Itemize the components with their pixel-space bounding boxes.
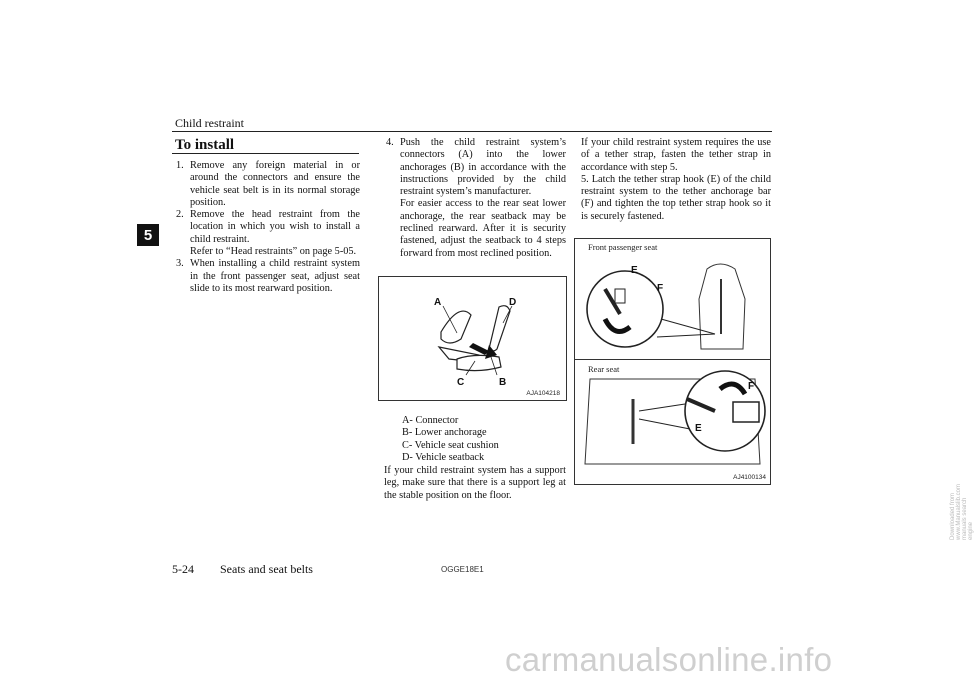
header-rule: [172, 131, 772, 132]
label-b: B: [499, 377, 507, 388]
tether-figure: [574, 238, 771, 485]
caption-rear-seat: Rear seat: [588, 364, 620, 374]
watermark: carmanualsonline.info: [505, 641, 833, 678]
step-5-paragraph: 5. Latch the tether strap hook (E) of the child restraint system to the tether anchorage bar (F) and tighten the top tether strap hook so it is securely fastened.: [581, 173, 771, 222]
side-watermark: Downloaded from www.Manualslib.com manuals search engine: [950, 483, 974, 540]
step-number: 1.: [176, 160, 184, 171]
running-title: Child restraint: [175, 116, 244, 130]
chapter-title: Seats and seat belts: [220, 562, 313, 576]
page-number: 5-24: [172, 562, 194, 576]
step-text: Remove the head restraint from the location in which you wish to install a child restraint.: [190, 209, 360, 245]
step-item: [386, 137, 566, 260]
step-item: [176, 160, 360, 209]
step-number: 2.: [176, 209, 184, 221]
section-title: To install: [175, 137, 235, 153]
figure-legend: [402, 415, 567, 464]
figure-code: AJ4100134: [733, 474, 766, 481]
caption-front-seat: Front passenger seat: [588, 242, 658, 252]
step-number: 4.: [386, 137, 394, 148]
step-4-block: [386, 137, 566, 260]
legend-item: B- Lower anchorage: [402, 427, 487, 439]
label-f-top: F: [657, 283, 664, 294]
step-item: [176, 258, 360, 295]
step-item: [176, 209, 360, 258]
step-text: Remove any foreign material in or around the connectors and ensure the vehicle seat belt is in its normal storage position.: [190, 160, 360, 208]
label-d: D: [509, 297, 517, 308]
support-leg-note: If your child restraint system has a support leg, make sure that there is a support leg at the stable position on the floor.: [384, 465, 566, 501]
label-c: C: [457, 377, 465, 388]
step-number: 3.: [176, 258, 184, 270]
tether-paragraph: If your child restraint system requires the use of a tether strap, fasten the tether strap in accordance with step 5.: [581, 137, 771, 173]
step-text: When installing a child restraint system in the front passenger seat, adjust seat slide to its most rearward position.: [190, 258, 360, 294]
figure-code: AJA104218: [526, 390, 560, 397]
step-extra: For easier access to the rear seat lower anchorage, the rear seatback may be reclined rearward. After it is security fastened, adjust the seatback to 4 steps forward from most reclined position.: [400, 198, 566, 259]
label-f-bottom: F: [748, 381, 755, 392]
document-code: OGGE18E1: [441, 565, 484, 574]
legend-item: D- Vehicle seatback: [402, 451, 485, 463]
tether-illustration: [575, 239, 770, 484]
seat-connector-illustration: [379, 277, 566, 400]
legend-item: A- Connector: [402, 415, 459, 426]
figure-divider: [575, 359, 770, 360]
label-e-top: E: [631, 265, 638, 276]
legend-item: C- Vehicle seat cushion: [402, 439, 499, 451]
chapter-tab: 5: [137, 224, 159, 246]
steps-left: [176, 160, 360, 295]
step-reference: Refer to “Head restraints” on page 5-05.: [190, 246, 357, 258]
step-text: Push the child restraint system’s connectors (A) into the lower anchorages (B) in accordance with the instructions provided by the child restraint system’s manufacturer.: [400, 137, 566, 198]
section-title-rule: [172, 153, 359, 154]
label-e-bottom: E: [695, 423, 702, 434]
connector-figure: [378, 276, 567, 401]
right-column-text: [581, 137, 771, 223]
label-a: A: [434, 297, 442, 308]
